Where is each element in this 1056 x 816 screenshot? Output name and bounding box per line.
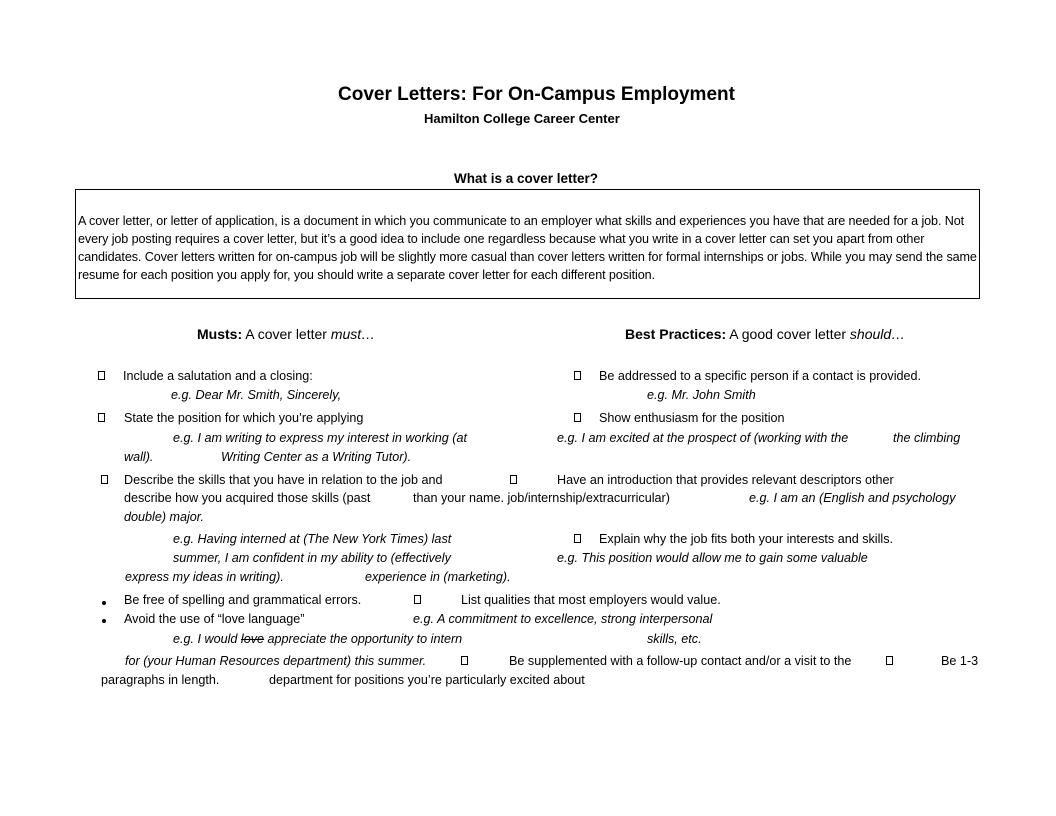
- intro-paragraph: A cover letter, or letter of application, is a document in which you communicate to an employer what skills and experiences you have that are needed for a job. Not every job posting requires a cover letter, but it’s a good idea to include one regardless because what you write in a cover letter can set you apart from other candidates. Cover letters written for on-campus job will be slightly more casual than cover letters written for formal internships or jobs. While you may send the same resume for each position you apply for, you should write a separate cover letter for each different position.: [78, 214, 977, 282]
- musts-heading-text: A cover letter: [242, 326, 331, 342]
- example-enthusiasm-cont: the climbing: [893, 431, 961, 445]
- bullet-dot-icon: [102, 619, 106, 623]
- must-love-language: Avoid the use of “love language”: [124, 612, 305, 626]
- example-skills: e.g. Having interned at (The New York Times) last: [173, 532, 452, 546]
- best-length-cont: paragraphs in length.: [101, 673, 220, 687]
- best-practices-heading: [625, 326, 905, 342]
- must-skills: Describe the skills that you have in relation to the job and: [124, 473, 443, 487]
- checkbox-glyph-icon: [414, 595, 421, 604]
- example-fit-cont: experience in (marketing).: [365, 570, 511, 584]
- best-qualities: List qualities that most employers would value.: [461, 593, 721, 607]
- musts-heading-italic: must…: [330, 326, 376, 342]
- checkbox-glyph-icon: [98, 413, 105, 422]
- example-enthusiasm: e.g. I am excited at the prospect of (working with the: [557, 431, 849, 445]
- best-heading-text: A good cover letter: [726, 326, 850, 342]
- checkbox-glyph-icon: [574, 371, 581, 380]
- best-introduction-cont: than your name. job/internship/extracurricular): [413, 491, 670, 505]
- example-introduction: e.g. I am an (English and psychology: [749, 491, 956, 505]
- best-introduction: Have an introduction that provides relevant descriptors other: [557, 473, 894, 487]
- checkbox-glyph-icon: [461, 656, 468, 665]
- musts-heading: [197, 326, 375, 342]
- best-enthusiasm: Show enthusiasm for the position: [599, 411, 785, 425]
- checkbox-glyph-icon: [886, 656, 893, 665]
- example-skills-cont-2: express my ideas in writing).: [125, 570, 284, 584]
- example-qualities: e.g. A commitment to excellence, strong interpersonal: [413, 612, 713, 626]
- example-position-cont-2: Writing Center as a Writing Tutor).: [221, 450, 412, 464]
- example-qualities-cont: skills, etc.: [647, 632, 702, 646]
- checkbox-glyph-icon: [101, 475, 108, 484]
- example-position-cont: wall).: [124, 450, 154, 464]
- checkbox-glyph-icon: [510, 475, 517, 484]
- must-salutation: Include a salutation and a closing:: [123, 369, 313, 383]
- example-introduction-cont: double) major.: [124, 510, 205, 524]
- best-heading-italic: should…: [849, 326, 906, 342]
- musts-heading-bold: Musts:: [197, 326, 243, 342]
- best-explain-fit: Explain why the job fits both your interests and skills.: [599, 532, 893, 546]
- best-heading-bold: Best Practices:: [625, 326, 727, 342]
- example-love-pre: e.g. I would: [173, 632, 241, 646]
- section-heading-what-is: What is a cover letter?: [454, 171, 599, 186]
- example-salutation: e.g. Dear Mr. Smith, Sincerely,: [171, 388, 342, 402]
- best-follow-up: Be supplemented with a follow-up contact and/or a visit to the: [509, 654, 852, 668]
- example-love-language-cont: for (your Human Resources department) this summer.: [125, 654, 427, 668]
- example-love-strike: love: [240, 632, 265, 646]
- checkbox-glyph-icon: [98, 371, 105, 380]
- best-addressed: Be addressed to a specific person if a contact is provided.: [599, 369, 922, 383]
- page-title: Cover Letters: For On-Campus Employment: [338, 84, 735, 105]
- page-subtitle: Hamilton College Career Center: [424, 111, 620, 126]
- must-position: State the position for which you’re applying: [124, 411, 364, 425]
- example-fit: e.g. This position would allow me to gain some valuable: [557, 551, 868, 565]
- example-love-post: appreciate the opportunity to intern: [264, 632, 463, 646]
- checkbox-glyph-icon: [574, 413, 581, 422]
- example-skills-cont: summer, I am confident in my ability to (effectively: [173, 551, 451, 565]
- example-contact: e.g. Mr. John Smith: [647, 388, 756, 402]
- must-skills-cont: describe how you acquired those skills (past: [124, 491, 371, 505]
- intro-box: [75, 189, 980, 299]
- bullet-dot-icon: [102, 601, 106, 605]
- best-length: Be 1-3: [941, 654, 979, 668]
- must-spelling: Be free of spelling and grammatical errors.: [124, 593, 362, 607]
- best-follow-up-cont: department for positions you’re particularly excited about: [269, 673, 585, 687]
- example-position: e.g. I am writing to express my interest in working (at: [173, 431, 467, 445]
- example-love-language: [173, 632, 462, 646]
- checkbox-glyph-icon: [574, 534, 581, 543]
